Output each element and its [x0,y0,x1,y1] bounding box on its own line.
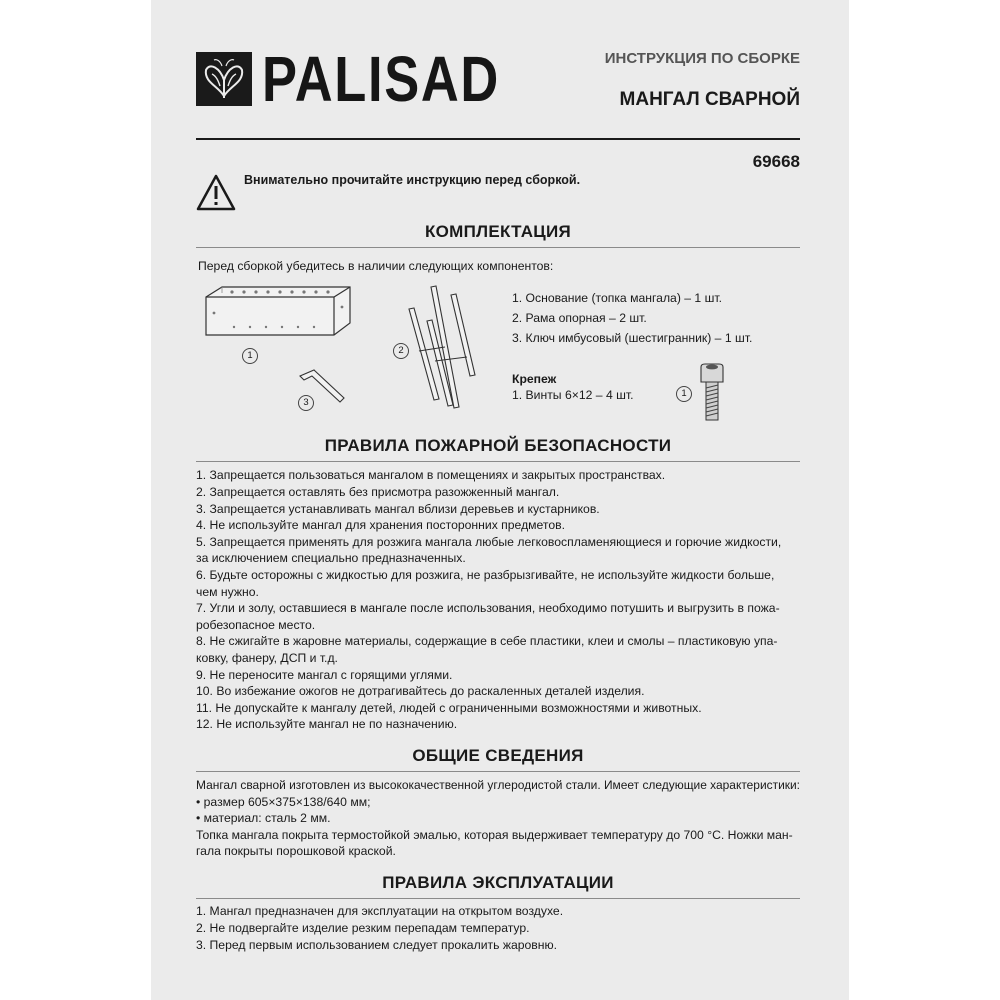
callout-2: 2 [393,343,409,359]
list-item: 3. Запрещается устанавливать мангал вблизи деревьев и кустарников. [196,502,600,516]
brand-logo-mark [196,52,252,106]
operation-divider [196,898,800,899]
list-item: 2. Не подвергайте изделие резким перепадам температур. [196,921,530,935]
brand-name: PALISAD [262,43,500,115]
list-item: 8. Не сжигайте в жаровне материалы, содержащие в себе пластики, клеи и смолы – пластиковую упа- [196,634,778,648]
callout-1: 1 [242,348,258,364]
warning-icon [196,174,236,217]
list-item: 3. Ключ имбусовый (шестигранник) – 1 шт. [512,331,753,345]
warning-text: Внимательно прочитайте инструкцию перед сборкой. [244,173,581,187]
list-item: 1. Запрещается пользоваться мангалом в помещениях и закрытых пространствах. [196,468,666,482]
list-item: 2. Рама опорная – 2 шт. [512,311,647,325]
kit-section-divider [196,247,800,248]
list-item: 3. Перед первым использованием следует прокалить жаровню. [196,938,558,952]
list-item: 11. Не допускайте к мангалу детей, людей с ограниченными возможностями и животных. [196,701,702,715]
list-item: робезопасное место. [196,618,316,632]
list-item: 1. Мангал предназначен для эксплуатации на открытом воздухе. [196,904,564,918]
general-divider [196,771,800,772]
callout-fastener-1: 1 [676,386,692,402]
list-item: • материал: сталь 2 мм. [196,811,331,825]
fasteners-item: 1. Винты 6×12 – 4 шт. [512,388,634,402]
list-item: за исключением специально предназначенных. [196,551,466,565]
list-item: 10. Во избежание ожогов не дотрагивайтесь до раскаленных деталей изделия. [196,684,645,698]
product-title: МАНГАЛ СВАРНОЙ [619,89,800,110]
kit-intro: Перед сборкой убедитесь в наличии следующих компонентов: [198,259,554,273]
list-item: • размер 605×375×138/640 мм; [196,795,371,809]
support-frame-illustration [405,283,485,418]
fasteners-title: Крепеж [512,372,557,386]
document-type: ИНСТРУКЦИЯ ПО СБОРКЕ [604,50,800,67]
paragraph-line: Мангал сварной изготовлен из высококачественной углеродистой стали. Имеет следующие характеристики: [196,778,800,792]
list-item: 7. Угли и золу, оставшиеся в мангале после использования, необходимо потушить и выгрузить в пожа- [196,601,780,615]
fire-safety-divider [196,461,800,462]
paragraph-line: гала покрыты порошковой краской. [196,844,396,858]
list-item: 2. Запрещается оставлять без присмотра разожженный мангал. [196,485,560,499]
butterfly-icon [196,52,252,106]
list-item: 4. Не используйте мангал для хранения посторонних предметов. [196,518,566,532]
general-section-title: ОБЩИЕ СВЕДЕНИЯ [412,746,584,765]
fire-safety-section-title: ПРАВИЛА ПОЖАРНОЙ БЕЗОПАСНОСТИ [324,436,672,455]
operation-section-title: ПРАВИЛА ЭКСПЛУАТАЦИИ [382,873,614,892]
kit-section-title: КОМПЛЕКТАЦИЯ [424,222,572,241]
screw-illustration [698,362,726,429]
paragraph-line: Топка мангала покрыта термостойкой эмалью, которая выдерживает температуру до 700 °С. Ножки ман- [196,828,793,842]
list-item: 9. Не переносите мангал с горящими углями. [196,668,453,682]
list-item: ковку, фанеру, ДСП и т.д. [196,651,338,665]
kit-items-list [512,288,752,348]
callout-3: 3 [298,395,314,411]
article-number: 69668 [752,152,800,171]
list-item: 6. Будьте осторожны с жидкостью для розжига, не разбрызгивайте, не используйте жидкости больше, [196,568,775,582]
list-item: чем нужно. [196,585,259,599]
header-divider [196,138,800,140]
list-item: 1. Основание (топка мангала) – 1 шт. [512,291,722,305]
list-item: 12. Не используйте мангал не по назначению. [196,717,458,731]
grill-base-illustration [204,283,354,348]
list-item: 5. Запрещается применять для розжига мангала любые легковоспламеняющиеся и горючие жидкости, [196,535,782,549]
